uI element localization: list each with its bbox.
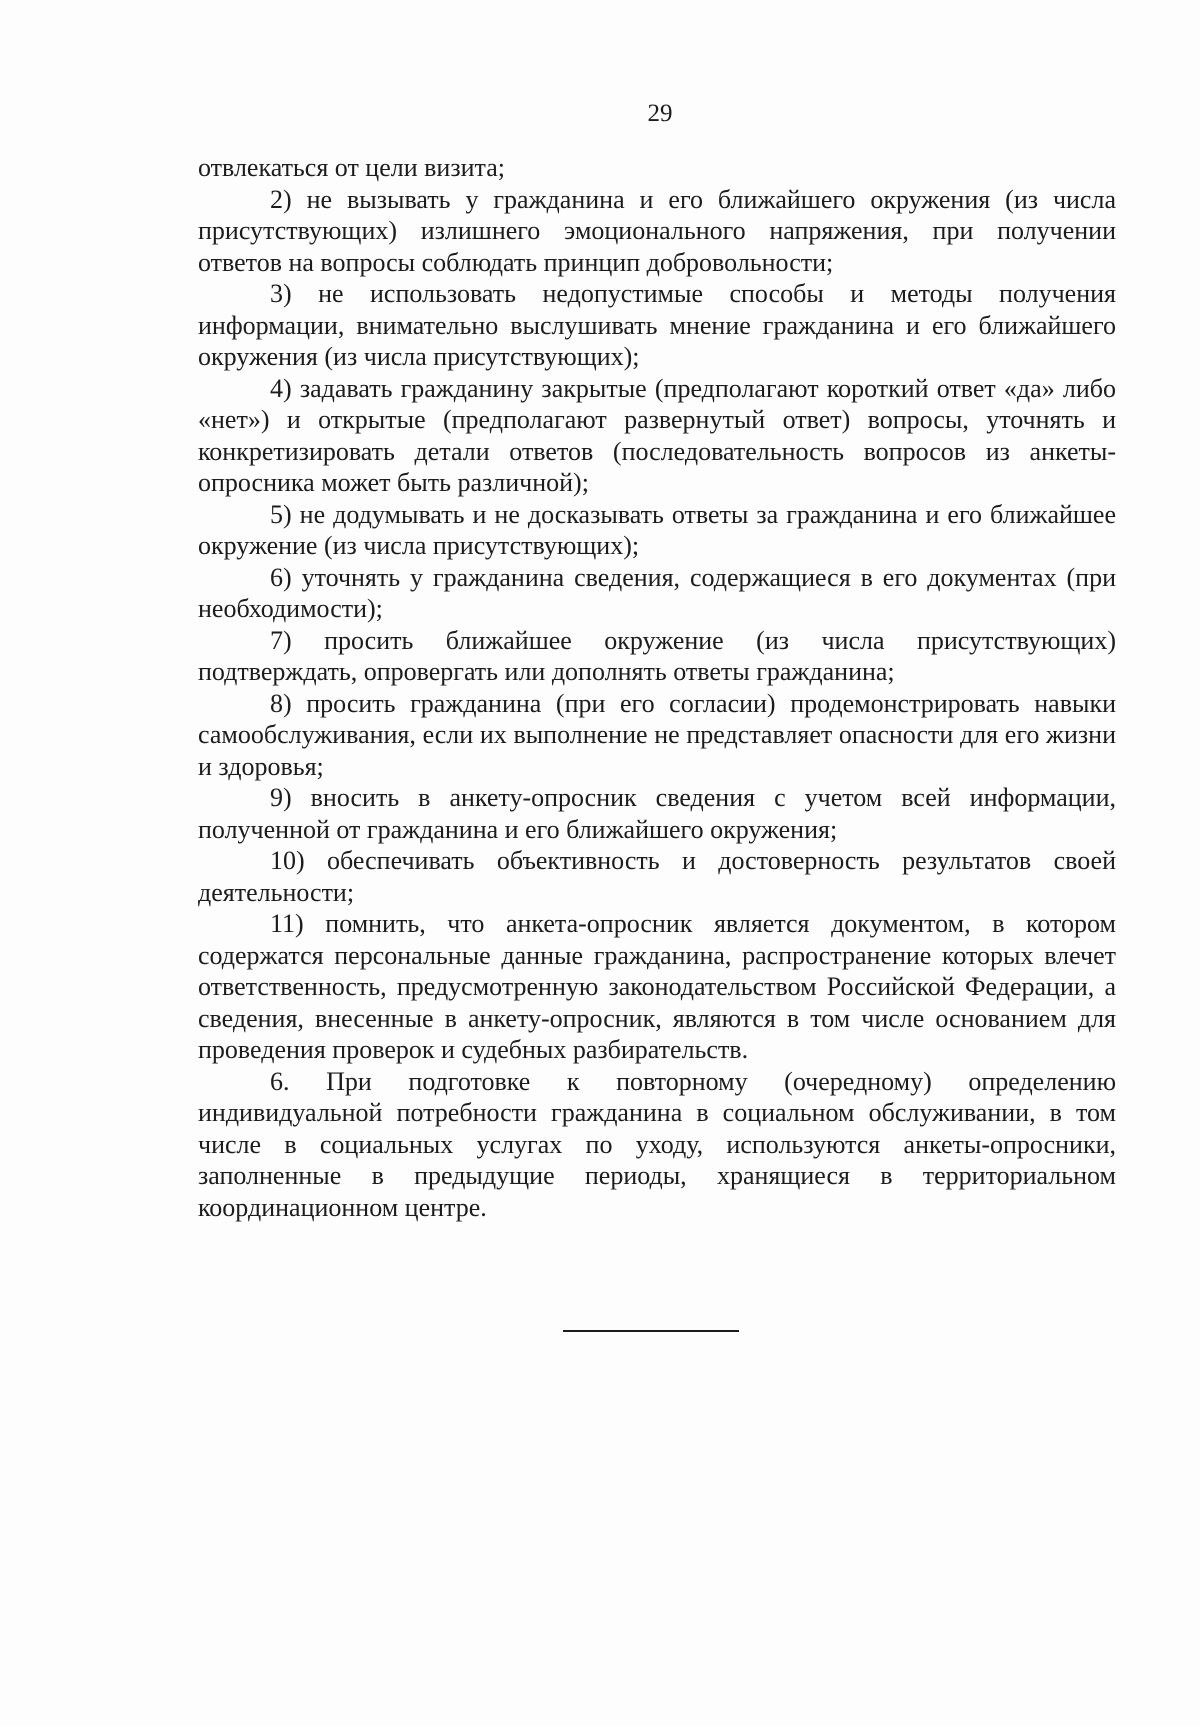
page-number: 29: [647, 100, 673, 127]
list-item-10: 10) обеспечивать объективность и достоверность результатов своей деятельности;: [198, 846, 1116, 907]
list-item-6: 6) уточнять у гражданина сведения, содержащиеся в его документах (при необходимости);: [198, 562, 1116, 623]
section-6-paragraph: 6. При подготовке к повторному (очередному) определению индивидуальной потребности гражданина в социальном обслуживании, в том числе в социальных услугах по уходу, используются анкеты-опросники, заполненные в предыдущие периоды, хранящиеся в территориальном координационном центре.: [198, 1066, 1116, 1222]
list-item-11: 11) помнить, что анкета-опросник является документом, в котором содержатся персональные данные гражданина, распространение которых влечет ответственность, предусмотренную законодательством Российской Федерации, а сведения, внесенные в анкету-опросник, являются в том числе основанием для проведения проверок и судебных разбирательств.: [198, 909, 1116, 1064]
end-separator-line: [563, 1330, 739, 1332]
list-item-9: 9) вносить в анкету-опросник сведения с учетом всей информации, полученной от гражданина и его ближайшего окружения;: [198, 783, 1116, 844]
list-item-8: 8) просить гражданина (при его согласии) продемонстрировать навыки самообслуживания, если их выполнение не представляет опасности для его жизни и здоровья;: [198, 688, 1116, 781]
list-item-5: 5) не додумывать и не досказывать ответы за гражданина и его ближайшее окружение (из числа присутствующих);: [198, 499, 1116, 560]
paragraph-continuation: отвлекаться от цели визита;: [198, 153, 505, 182]
list-item-7: 7) просить ближайшее окружение (из числа присутствующих) подтверждать, опровергать или дополнять ответы гражданина;: [198, 625, 1116, 686]
list-item-4: 4) задавать гражданину закрытые (предполагают короткий ответ «да» либо «нет») и открытые (предполагают развернутый ответ) вопросы, уточнять и конкретизировать детали ответов (последовательность вопросов из анкеты-опросника может быть различной);: [198, 373, 1116, 497]
list-item-3: 3) не использовать недопустимые способы и методы получения информации, внимательно выслушивать мнение гражданина и его ближайшего окружения (из числа присутствующих);: [198, 279, 1116, 371]
list-item-2: 2) не вызывать у гражданина и его ближайшего окружения (из числа присутствующих) излишнего эмоционального напряжения, при получении ответов на вопросы соблюдать принцип добровольности;: [198, 184, 1116, 277]
document-body: [198, 152, 1116, 1223]
